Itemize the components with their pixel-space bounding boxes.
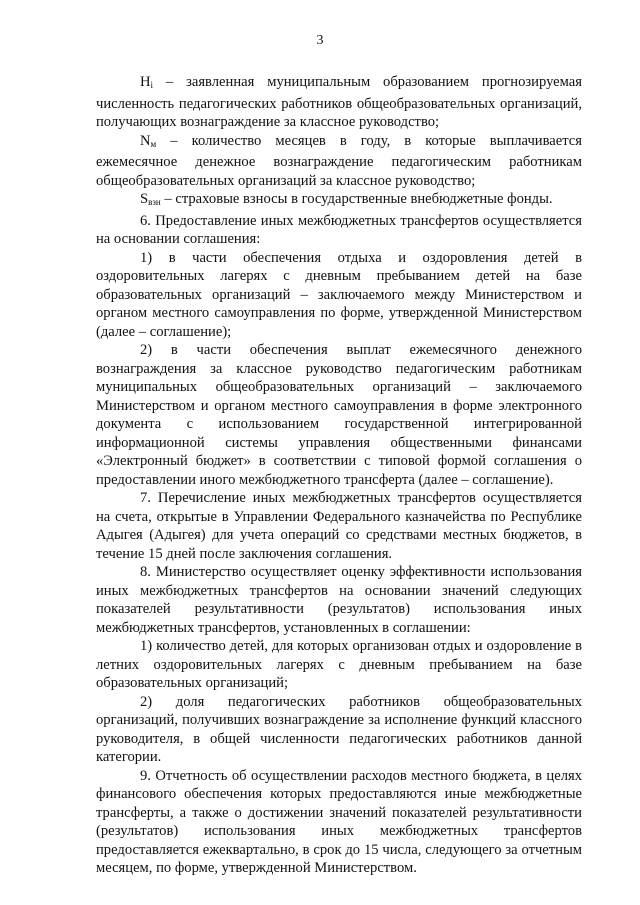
paragraph-symbol-nm bbox=[96, 132, 582, 191]
symbol-letter: N bbox=[140, 132, 151, 149]
paragraph-6-2: 2) в части обеспечения выплат ежемесячного денежного вознаграждения за классное руководство педагогическим работникам муниципальных общеобразовательных организаций – заключаемого Министерством и органом местного самоуправления в форме электронного документа с использованием государственной интегрированной информационной системы управления общественными финансами «Электронный бюджет» в соответствии с типовой формой соглашения о предоставлении иного межбюджетного трансферта (далее – соглашение). bbox=[96, 342, 582, 488]
paragraph-text: – заявленная муниципальным образованием прогнозируемая численность педагогических работников общеобразовательных организаций, получающих вознаграждение за классное руководство; bbox=[96, 74, 582, 130]
symbol-letter: Н bbox=[140, 74, 151, 90]
paragraph-6-1: 1) в части обеспечения отдыха и оздоровления детей в оздоровительных лагерях с дневным пребыванием детей на базе образовательных организаций – заключаемого между Министерством и органом местного самоуправления по форме, утвержденной Министерством (далее – соглашение); bbox=[96, 249, 582, 340]
symbol-subscript: м bbox=[150, 138, 157, 149]
symbol-subscript: взн bbox=[148, 197, 161, 207]
symbol-letter: S bbox=[140, 191, 149, 207]
paragraph-symbol-hi bbox=[96, 73, 582, 132]
paragraph-symbol-svzn bbox=[96, 190, 582, 212]
paragraph-8-2: 2) доля педагогических работников общеобразовательных организаций, получивших вознаграждение за исполнение функций классного руководителя, в общей численности педагогических работников данной категории. bbox=[96, 693, 582, 765]
paragraph-8-1: 1) количество детей, для которых организован отдых и оздоровление в летних оздоровительных лагерях с дневным пребыванием на базе образовательных организаций; bbox=[96, 638, 582, 691]
symbol-subscript: i bbox=[150, 80, 154, 90]
paragraph-text: – количество месяцев в году, в которые выплачивается ежемесячное денежное вознаграждение педагогическим работникам общеобразовательных организаций за классное руководство; bbox=[96, 132, 582, 189]
paragraph-text: – страховые взносы в государственные внебюджетные фонды. bbox=[160, 191, 553, 207]
paragraph-8: 8. Министерство осуществляет оценку эффективности использования иных межбюджетных трансфертов на основании значений следующих показателей результативности (результатов) использования иных межбюджетных трансфертов, установленных в соглашении: bbox=[96, 564, 582, 636]
paragraph-6: 6. Предоставление иных межбюджетных трансфертов осуществляется на основании соглашения: bbox=[96, 212, 582, 247]
page-number: 3 bbox=[316, 33, 324, 48]
paragraph-9: 9. Отчетность об осуществлении расходов местного бюджета, в целях финансового обеспечения которых предоставляются иные межбюджетные трансферты, а также о достижении значений показателей результативности (результатов) использования иных межбюджетных трансфертов предоставляется ежеквартально, в срок до 15 числа, следующего за отчетным месяцем, по форме, утвержденной Министерством. bbox=[96, 767, 582, 876]
paragraph-7: 7. Перечисление иных межбюджетных трансфертов осуществляется на счета, открытые в Управлении Федерального казначейства по Республике Адыгея (Адыгея) для учета операций со средствами местных бюджетов, в течение 15 дней после заключения соглашения. bbox=[96, 490, 582, 562]
